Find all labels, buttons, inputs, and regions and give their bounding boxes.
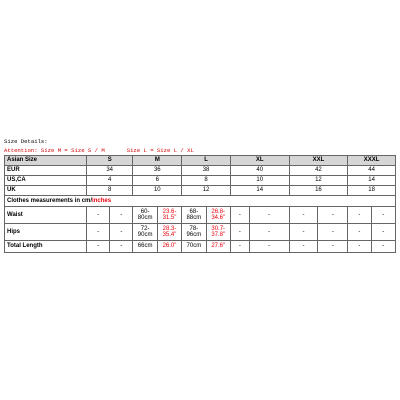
table-cell: - — [289, 241, 318, 253]
table-cell: 44 — [348, 166, 396, 176]
table-cell: - — [230, 241, 249, 253]
table-cell: - — [318, 207, 348, 224]
row-label: US,CA — [5, 176, 87, 186]
table-cell: - — [86, 224, 109, 241]
table-cell-inches: 26.0" — [157, 241, 181, 253]
table-cell: 14 — [230, 186, 289, 196]
row-label: UK — [5, 186, 87, 196]
header-cell-s: S — [86, 156, 133, 166]
table-cell: 18 — [348, 186, 396, 196]
table-cell: 38 — [182, 166, 231, 176]
table-cell: 68-88cm — [182, 207, 206, 224]
table-cell-inches: 28.3-35.4" — [157, 224, 181, 241]
table-cell: - — [348, 207, 371, 224]
table-cell: - — [249, 241, 289, 253]
table-cell: - — [318, 224, 348, 241]
table-cell: - — [371, 207, 395, 224]
table-cell: - — [86, 241, 109, 253]
table-row-hips — [5, 224, 396, 241]
row-label: Total Length — [5, 241, 87, 253]
table-row-eur — [5, 166, 396, 176]
table-cell: - — [110, 241, 133, 253]
table-cell: 70cm — [182, 241, 206, 253]
table-cell: - — [289, 207, 318, 224]
table-cell: 12 — [182, 186, 231, 196]
table-cell: - — [86, 207, 109, 224]
table-cell: 4 — [86, 176, 133, 186]
measurements-section-label — [5, 196, 396, 207]
header-cell-m: M — [133, 156, 182, 166]
attention-size-m: Attention: Size M = Size S / M — [4, 147, 105, 154]
header-cell-xl: XL — [230, 156, 289, 166]
table-cell: 10 — [230, 176, 289, 186]
table-cell: - — [318, 241, 348, 253]
header-cell-asian-size: Asian Size — [5, 156, 87, 166]
table-cell: - — [249, 207, 289, 224]
table-cell-inches: 30.7-37.8" — [206, 224, 230, 241]
header-cell-l: L — [182, 156, 231, 166]
table-row-waist — [5, 207, 396, 224]
table-cell: - — [110, 207, 133, 224]
table-cell: 8 — [86, 186, 133, 196]
header-cell-xxxl: XXXL — [348, 156, 396, 166]
table-row-uk — [5, 186, 396, 196]
table-cell-inches: 23.6-31.5" — [157, 207, 181, 224]
section-label-inches: inches — [92, 197, 112, 204]
table-cell: 78-96cm — [182, 224, 206, 241]
attention-note — [4, 147, 194, 154]
table-cell: 6 — [133, 176, 182, 186]
table-cell: - — [348, 224, 371, 241]
table-cell-inches: 26.8-34.6" — [206, 207, 230, 224]
table-cell: 72-90cm — [133, 224, 157, 241]
section-label-cm: Clothes measurements in cm/ — [7, 197, 93, 204]
header-row — [5, 156, 396, 166]
table-cell: - — [249, 224, 289, 241]
size-details-heading: Size Details: — [4, 138, 48, 145]
table-cell: 34 — [86, 166, 133, 176]
table-cell: 66cm — [133, 241, 157, 253]
row-label: EUR — [5, 166, 87, 176]
table-row-total-length — [5, 241, 396, 253]
table-cell: - — [289, 224, 318, 241]
table-cell: 60-80cm — [133, 207, 157, 224]
header-cell-xxl: XXL — [289, 156, 348, 166]
attention-size-l: Size L = Size L / XL — [126, 147, 194, 154]
table-cell-inches: 27.6" — [206, 241, 230, 253]
row-label: Hips — [5, 224, 87, 241]
table-cell: 14 — [348, 176, 396, 186]
table-cell: 8 — [182, 176, 231, 186]
measurements-section-row — [5, 196, 396, 207]
table-cell: 36 — [133, 166, 182, 176]
table-cell: - — [110, 224, 133, 241]
table-cell: 10 — [133, 186, 182, 196]
table-cell: - — [230, 224, 249, 241]
row-label: Waist — [5, 207, 87, 224]
table-cell: - — [230, 207, 249, 224]
table-cell: 40 — [230, 166, 289, 176]
table-cell: - — [348, 241, 371, 253]
table-cell: 16 — [289, 186, 348, 196]
table-cell: - — [371, 241, 395, 253]
table-cell: 42 — [289, 166, 348, 176]
table-cell: 12 — [289, 176, 348, 186]
table-cell: - — [371, 224, 395, 241]
table-row-us-ca — [5, 176, 396, 186]
size-chart-table — [4, 155, 396, 253]
